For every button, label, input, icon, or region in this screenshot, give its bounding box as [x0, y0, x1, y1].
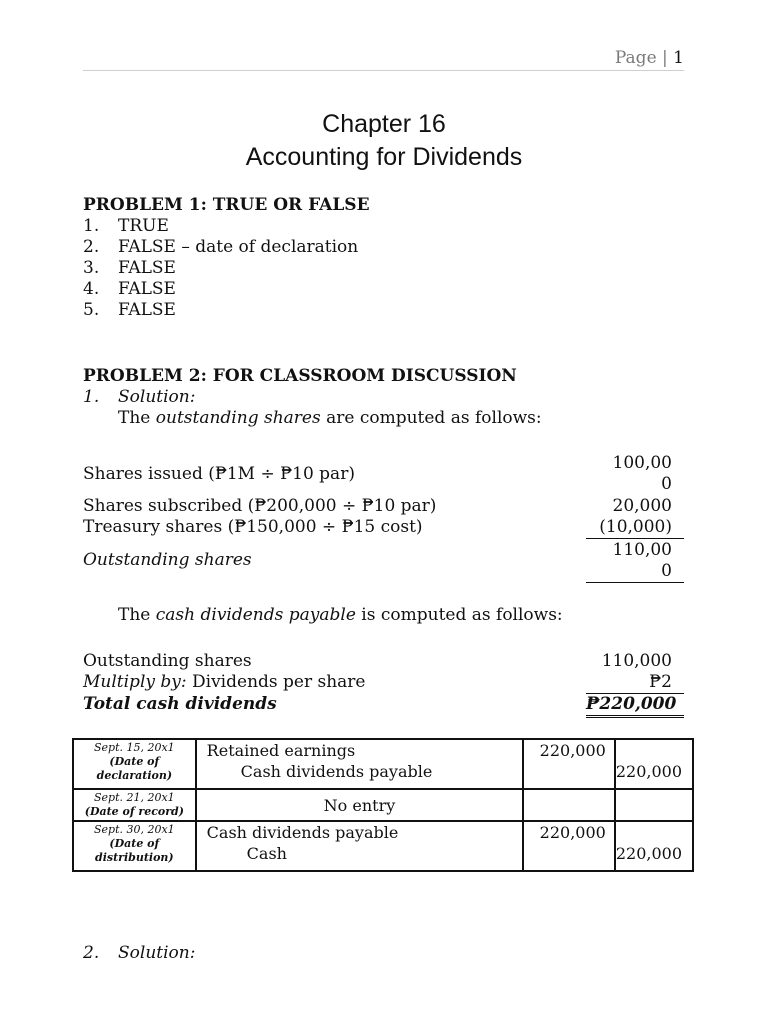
credit-cell: 220,000 — [615, 739, 693, 789]
account-cell: Cash dividends payable Cash — [196, 821, 524, 871]
date-cell: Sept. 30, 20x1 (Date of distribution) — [73, 821, 196, 871]
div-per-share-label: Multiply by: Dividends per share — [83, 672, 366, 692]
date-cell: Sept. 15, 20x1 (Date of declaration) — [73, 739, 196, 789]
page-number: 1 — [673, 48, 684, 68]
debit-cell: 220,000 — [523, 821, 615, 871]
total-dividends-label: Total cash dividends — [83, 694, 277, 714]
div-per-share-value: ₱2 — [586, 672, 684, 694]
list-item: 1. TRUE — [83, 216, 169, 236]
total-dividends-value: ₱220,000 — [586, 694, 684, 718]
debit-cell — [523, 789, 615, 821]
account-cell: Retained earnings Cash dividends payable — [196, 739, 524, 789]
header-rule — [83, 70, 684, 71]
outstanding-shares-value: 110,00 0 — [586, 540, 684, 583]
shares-subscribed-label: Shares subscribed (₱200,000 ÷ ₱10 par) — [83, 496, 437, 516]
chapter-subtitle: Accounting for Dividends — [245, 143, 523, 171]
date-cell: Sept. 21, 20x1 (Date of record) — [73, 789, 196, 821]
shares-issued-label: Shares issued (₱1M ÷ ₱10 par) — [83, 464, 355, 484]
credit-cell: 220,000 — [615, 821, 693, 871]
credit-cell — [615, 789, 693, 821]
problem2-heading: PROBLEM 2: FOR CLASSROOM DISCUSSION — [83, 366, 517, 386]
journal-entries-table — [72, 738, 694, 872]
problem1-heading: PROBLEM 1: TRUE OR FALSE — [83, 195, 370, 215]
table-row — [73, 821, 693, 871]
account-cell: No entry — [196, 789, 524, 821]
table-row — [73, 789, 693, 821]
page-label: Page | — [614, 48, 668, 68]
shares-issued-value: 100,00 0 — [612, 453, 672, 494]
chapter-title: Chapter 16 — [322, 110, 446, 138]
dividends-intro: The cash dividends payable is computed as follows: — [118, 605, 563, 625]
shares-subscribed-value: 20,000 — [612, 496, 672, 516]
table-row — [73, 739, 693, 789]
treasury-shares-value: (10,000) — [586, 517, 684, 539]
list-item: 5. FALSE — [83, 300, 176, 320]
solution2-label: 2. Solution: — [83, 943, 196, 963]
outstanding-shares-label: Outstanding shares — [83, 550, 252, 570]
treasury-shares-label: Treasury shares (₱150,000 ÷ ₱15 cost) — [83, 517, 423, 537]
solution1-label: 1. Solution: — [83, 387, 196, 407]
list-item: 4. FALSE — [83, 279, 176, 299]
list-item: 3. FALSE — [83, 258, 176, 278]
div-outstanding-label: Outstanding shares — [83, 651, 252, 671]
list-item: 2. FALSE – date of declaration — [83, 237, 359, 257]
div-outstanding-value: 110,000 — [601, 651, 672, 671]
debit-cell: 220,000 — [523, 739, 615, 789]
outstanding-intro: The outstanding shares are computed as follows: — [118, 408, 542, 428]
page-header — [615, 48, 684, 68]
